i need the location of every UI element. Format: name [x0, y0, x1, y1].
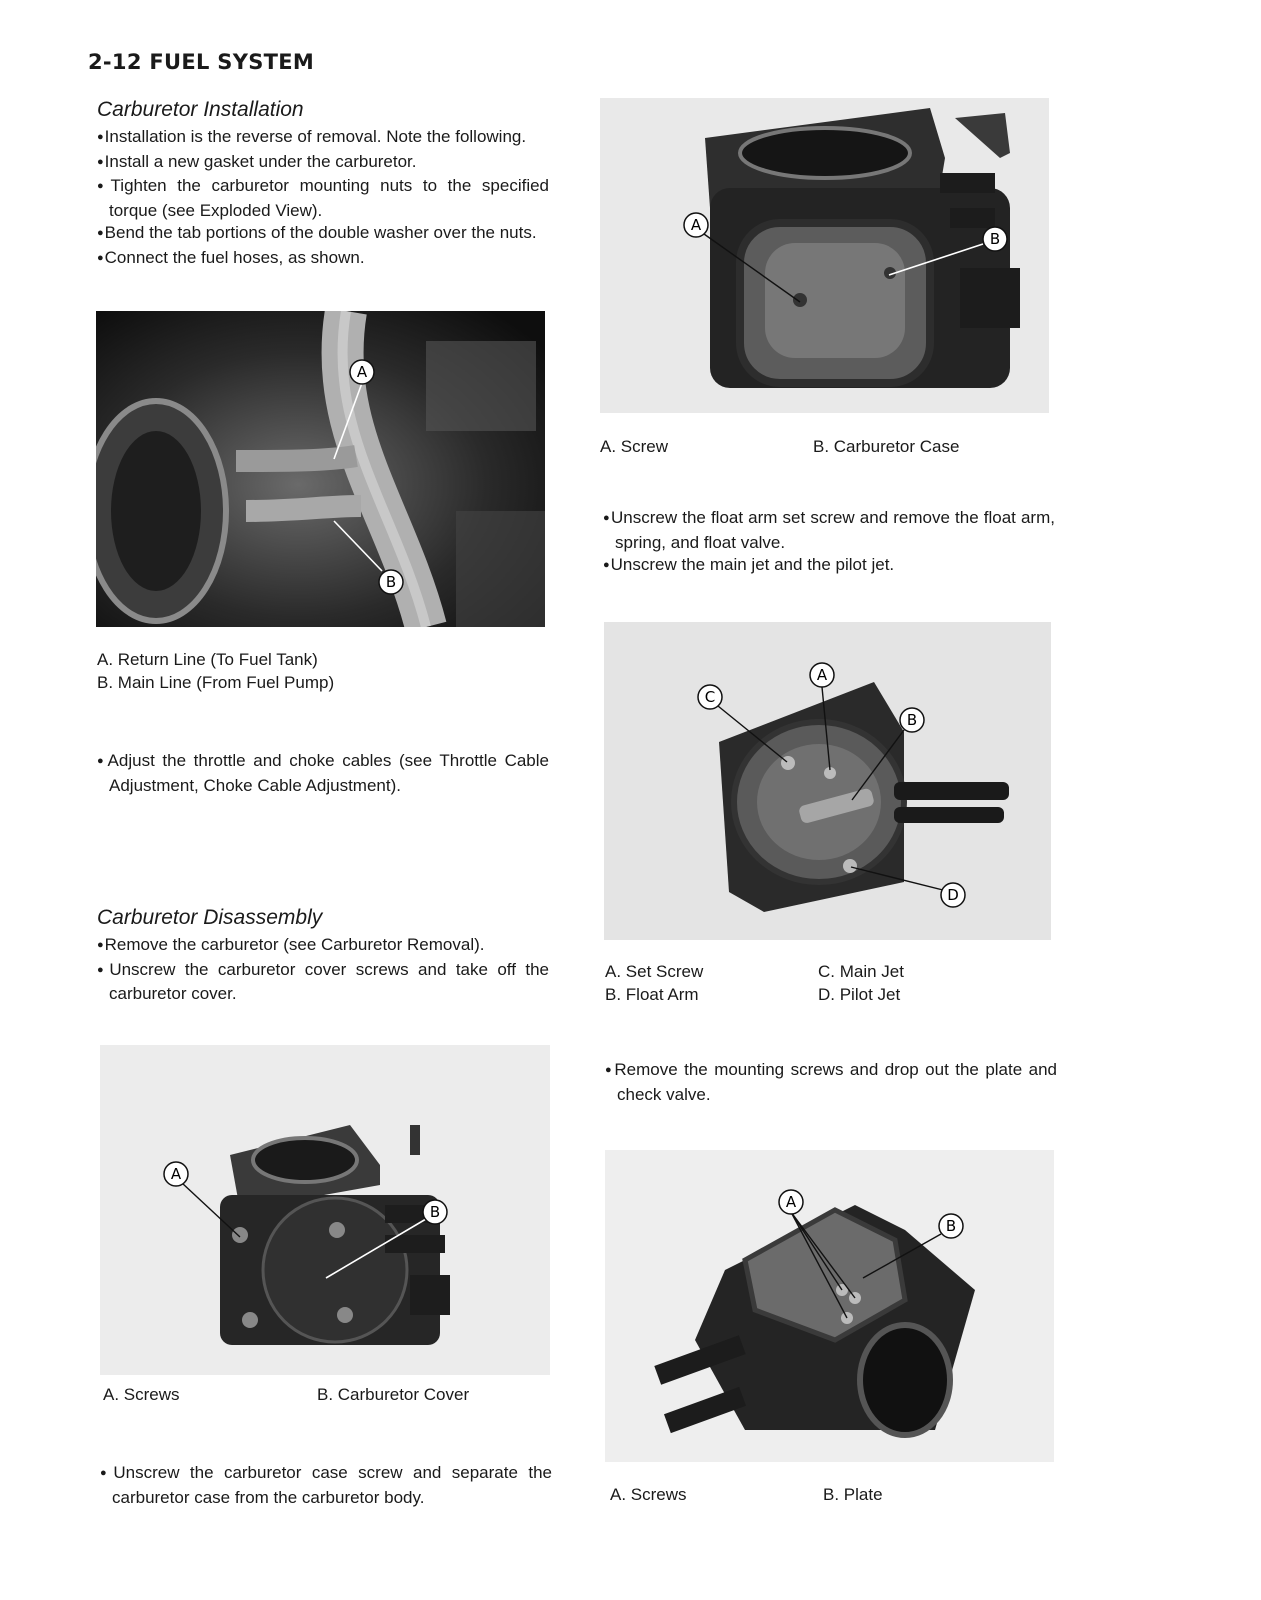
disassembly-bullet: ● Unscrew the carburetor cover screws and take off the carburetor cover. [97, 959, 549, 1006]
caption-item: A. Screws [103, 1385, 180, 1404]
caption-item: B. Carburetor Case [813, 437, 960, 456]
caption-item: A. Screws [610, 1485, 687, 1504]
callout-label: B [429, 1203, 441, 1221]
callout-label: B [385, 573, 397, 591]
callout-label: C [704, 688, 716, 706]
installation-bullet: ● Installation is the reverse of removal. Note the following. [97, 126, 549, 151]
callout-label: A [356, 363, 368, 381]
float-bullets [603, 507, 1055, 579]
callout-label: A [690, 216, 702, 234]
installation-bullet: ● Connect the fuel hoses, as shown. [97, 247, 549, 272]
installation-bullet: ● Bend the tab portions of the double washer over the nuts. [97, 222, 549, 247]
case-bullet-block [100, 1462, 552, 1509]
callout-label: B [906, 711, 918, 729]
section-title-disassembly: Carburetor Disassembly [97, 906, 323, 929]
callout-label: A [785, 1193, 797, 1211]
photo-carburetor-case [600, 98, 1049, 413]
float-bullet: ● Unscrew the float arm set screw and remove the float arm, spring, and float valve. [603, 507, 1055, 554]
callout-label: A [170, 1165, 182, 1183]
caption-item: A. Set Screw [605, 962, 704, 981]
caption-item: B. Plate [823, 1485, 883, 1504]
callout-label: A [816, 666, 828, 684]
caption-item: C. Main Jet [818, 962, 904, 981]
disassembly-bullet: ● Remove the carburetor (see Carburetor Removal). [97, 934, 549, 959]
installation-bullet: ● Tighten the carburetor mounting nuts to the specified torque (see Exploded View). [97, 175, 549, 222]
callout-label: B [989, 230, 1001, 248]
plate-bullet-block [605, 1059, 1057, 1106]
caption-plate [610, 1483, 1055, 1508]
section-title-installation: Carburetor Installation [97, 98, 304, 121]
installation-bullets [97, 126, 549, 271]
caption-float-arm [605, 960, 1052, 1008]
disassembly-bullets [97, 934, 549, 1006]
caption-item: B. Main Line (From Fuel Pump) [97, 673, 335, 692]
callout-label: B [945, 1217, 957, 1235]
case-bullet: ● Unscrew the carburetor case screw and separate the carburetor case from the carburetor body. [100, 1462, 552, 1509]
installation-bullet: ● Install a new gasket under the carburetor. [97, 151, 549, 176]
photo-float-arm [604, 622, 1051, 940]
caption-item: B. Float Arm [605, 985, 699, 1004]
caption-item: D. Pilot Jet [818, 985, 901, 1004]
plate-bullet: ● Remove the mounting screws and drop out the plate and check valve. [605, 1059, 1057, 1106]
caption-item: A. Screw [600, 437, 669, 456]
caption-fuel-hoses [97, 648, 549, 696]
callout-label: D [947, 886, 959, 904]
float-bullet: ● Unscrew the main jet and the pilot jet. [603, 554, 1055, 579]
caption-carburetor-case [600, 435, 1052, 460]
photo-fuel-hoses [96, 311, 545, 627]
photo-plate [605, 1150, 1054, 1462]
adjust-bullet-block [97, 750, 549, 797]
caption-carburetor-cover [103, 1383, 550, 1408]
caption-item: B. Carburetor Cover [317, 1385, 470, 1404]
caption-item: A. Return Line (To Fuel Tank) [97, 650, 318, 669]
adjust-bullet: ● Adjust the throttle and choke cables (see Throttle Cable Adjustment, Choke Cable Adjustment). [97, 750, 549, 797]
page-header: 2-12 FUEL SYSTEM [88, 50, 315, 74]
photo-carburetor-cover [100, 1045, 550, 1375]
